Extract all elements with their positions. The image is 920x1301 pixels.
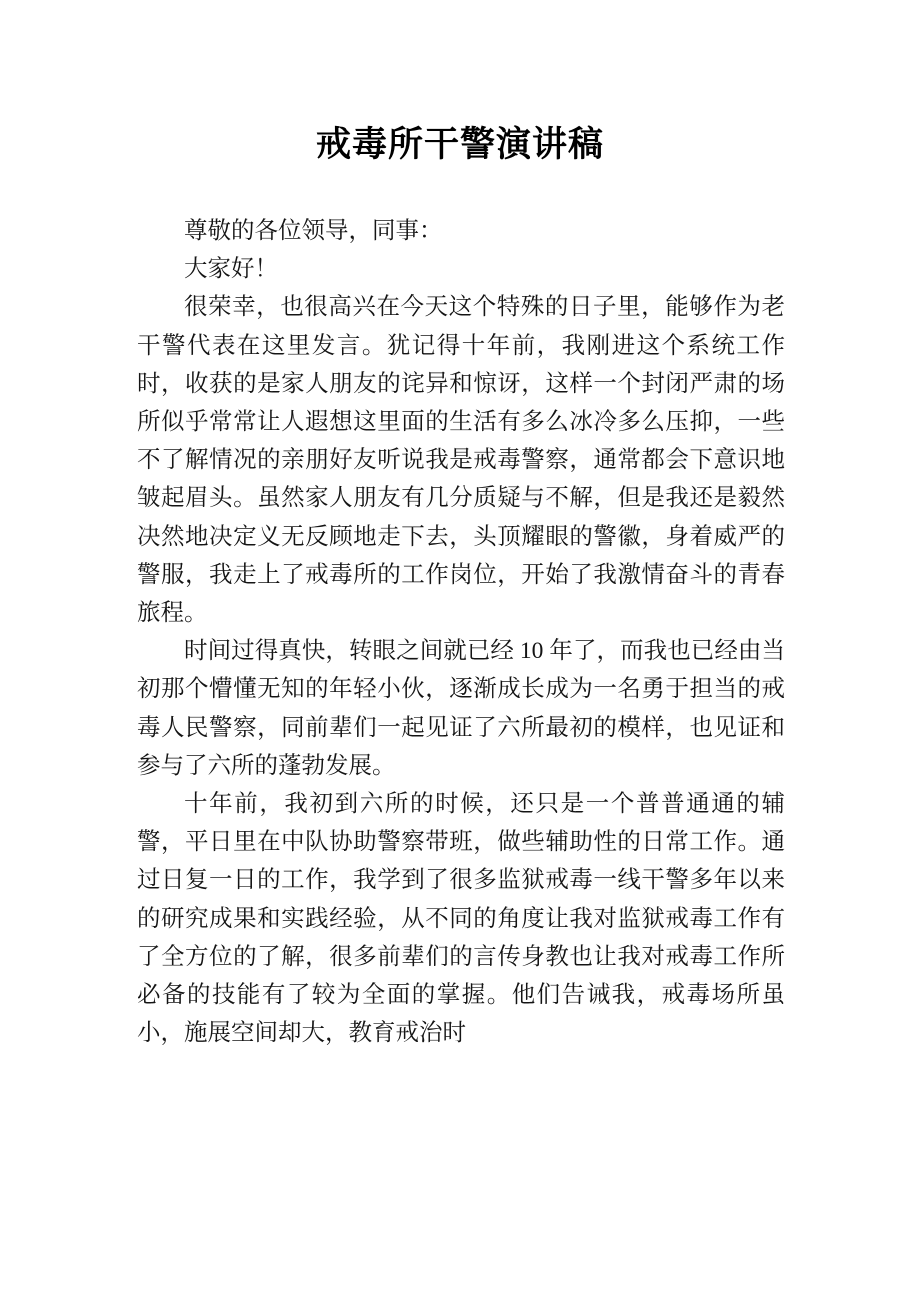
document-body [137,212,785,1052]
page-title: 戒毒所干警演讲稿 [315,125,604,164]
salutation-greeting: 大家好！ [184,256,278,283]
salutation-line: 尊敬的各位领导，同事： [184,218,443,244]
body-paragraph-2: 时间过得真快，转眼之间就已经 10 年了，而我也已经由当初那个懵懂无知的年轻小伙，逐渐成长成为一名勇于担当的戒毒人民警察，同前辈们一起见证了六所最初的模样，也见证和参与了六所的蓬勃发展。 [137,638,785,779]
body-paragraph-3: 十年前，我初到六所的时候，还只是一个普普通通的辅警，平日里在中队协助警察带班，做些辅助性的日常工作。通过日复一日的工作，我学到了很多监狱戒毒一线干警多年以来的研究成果和实践经验，从不同的角度让我对监狱戒毒工作有了全方位的了解，很多前辈们的言传身教也让我对戒毒工作所必备的技能有了较为全面的掌握。他们告诫我，戒毒场所虽小，施展空间却大，教育戒治时 [137,791,785,1047]
body-paragraph-1: 很荣幸，也很高兴在今天这个特殊的日子里，能够作为老干警代表在这里发言。犹记得十年前，我刚进这个系统工作时，收获的是家人朋友的诧异和惊讶，这样一个封闭严肃的场所似乎常常让人遐想这里面的生活有多么冰冷多么压抑，一些不了解情况的亲朋好友听说我是戒毒警察，通常都会下意识地皱起眉头。虽然家人朋友有几分质疑与不解，但是我还是毅然决然地决定义无反顾地走下去，头顶耀眼的警徽，身着威严的警服，我走上了戒毒所的工作岗位，开始了我激情奋斗的青春旅程。 [137,294,785,627]
